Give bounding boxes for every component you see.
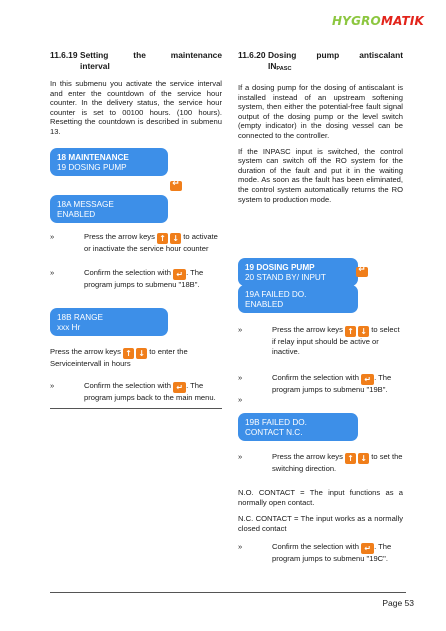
nc-contact-description: N.C. CONTACT = The input works as a normally closed contact — [238, 514, 403, 533]
section-number: 11.6.19 — [50, 50, 78, 60]
section-title-in: IN — [268, 60, 277, 71]
arrow-up-key-icon: ↑ — [123, 348, 134, 359]
screen-line-2: ENABLED — [245, 300, 284, 309]
display-screen-18 — [50, 148, 168, 176]
section-title: Dosing pump antiscalant — [268, 50, 403, 60]
bullet-mark: » — [50, 381, 55, 390]
footer-divider — [50, 592, 406, 593]
section-heading-right — [238, 50, 403, 61]
section-heading-left — [50, 50, 222, 61]
screen-line-2: ENABLED — [57, 210, 96, 219]
screen-line-1: 19 DOSING PUMP — [245, 263, 315, 272]
instruction-bullet — [238, 542, 403, 564]
arrow-up-key-icon: ↑ — [157, 233, 168, 244]
bullet-text-pre: Confirm the selection with — [84, 381, 171, 390]
para-text-post: to enter the Serviceintervall in hours — [50, 347, 188, 368]
instruction-bullet — [50, 381, 222, 403]
instruction-bullet — [238, 452, 403, 474]
screen-line-2: 20 STAND BY/ INPUT — [245, 273, 326, 282]
bullet-mark: » — [238, 373, 243, 382]
enter-key-icon: ↵ — [173, 382, 186, 393]
bullet-mark: » — [238, 452, 243, 461]
bullet-text-pre: Press the arrow keys — [84, 232, 155, 241]
display-screen-19b — [238, 413, 358, 441]
para-text-pre: Press the arrow keys — [50, 347, 121, 356]
logo-part-matik: MATIK — [380, 14, 424, 28]
instruction-bullet — [50, 232, 222, 254]
screen-line-2: 19 DOSING PUMP — [57, 163, 127, 172]
right-column — [238, 50, 403, 204]
bullet-text-post: . The program jumps to submenu "19B". — [272, 373, 392, 394]
arrow-keys-paragraph — [50, 347, 222, 369]
intro-paragraph: In this submenu you activate the service interval and enter the countdown of the service hour counter. In the delivery status, the service hour counter is set to 00100 hours. (100 hours). Resetting the countdown is described in submenu 13. — [50, 79, 222, 136]
instruction-bullet — [238, 325, 403, 357]
bullet-mark: » — [50, 268, 55, 277]
instruction-bullet — [238, 373, 403, 395]
arrow-up-key-icon: ↑ — [345, 453, 356, 464]
section-number: 11.6.20 — [238, 50, 266, 60]
enter-key-icon — [356, 267, 368, 277]
display-screen-19 — [238, 258, 358, 286]
left-column — [50, 50, 222, 137]
bullet-text-post: to set the switching direction. — [272, 452, 403, 473]
screen-line-1: 19A FAILED DO. — [245, 290, 307, 299]
instruction-bullet — [50, 268, 222, 290]
section-title-line2 — [238, 61, 403, 75]
bullet-text-pre: Confirm the selection with — [272, 542, 359, 551]
bullet-text-pre: Press the arrow keys — [272, 452, 343, 461]
bullet-text-post: . The program jumps to submenu "18B". — [84, 268, 204, 289]
bullet-text-pre: Press the arrow keys — [272, 325, 343, 334]
bullet-mark: » — [238, 542, 243, 551]
arrow-down-key-icon: ↓ — [170, 233, 181, 244]
display-screen-19a — [238, 285, 358, 313]
enter-key-icon: ↵ — [173, 269, 186, 280]
arrow-down-key-icon: ↓ — [136, 348, 147, 359]
enter-key-icon — [170, 181, 182, 191]
enter-key-icon: ↵ — [361, 374, 374, 385]
screen-line-2: CONTACT N.C. — [245, 428, 303, 437]
bullet-mark: » — [238, 395, 243, 404]
page-number: Page 53 — [382, 598, 414, 608]
bullet-text-pre: Confirm the selection with — [272, 373, 359, 382]
enter-key-icon: ↵ — [361, 543, 374, 554]
bullet-text-post: . The program jumps to submenu "19C". — [272, 542, 392, 563]
section-title: Setting the maintenance — [80, 50, 222, 60]
inpasc-paragraph: If the INPASC input is switched, the control system can switch off the RO system for the duration of the fault and put it in the waiting mode. As soon as the fault has been eliminated, the control system automatically returns the RO system to production mode. — [238, 146, 403, 204]
bullet-mark: » — [238, 325, 243, 334]
arrow-up-key-icon: ↑ — [345, 326, 356, 337]
screen-line-1: 18 MAINTENANCE — [57, 153, 129, 162]
instruction-bullet-empty — [238, 395, 403, 405]
display-screen-18b — [50, 308, 168, 336]
section-divider — [50, 408, 222, 409]
section-title-subscript: PASC — [276, 65, 292, 72]
screen-line-1: 18B RANGE — [57, 313, 103, 322]
bullet-text-pre: Confirm the selection with — [84, 268, 171, 277]
display-screen-18a — [50, 195, 168, 223]
bullet-text-post: to activate or inactivate the service hour counter — [84, 232, 218, 253]
hygromatik-logo — [332, 14, 424, 28]
bullet-text-post: to select if relay input should be active or inactive. — [272, 325, 400, 356]
screen-line-1: 18A MESSAGE — [57, 200, 114, 209]
logo-part-hygro: HYGRO — [331, 14, 381, 28]
screen-line-1: 19B FAILED DO. — [245, 418, 307, 427]
arrow-down-key-icon: ↓ — [358, 453, 369, 464]
dosing-paragraph: If a dosing pump for the dosing of antiscalant is installed instead of an upstream softening system, then either the potential-free fault signal output of the dosing pump or the level switch (empty indicator) in the dosing vessel can be connected to the controller. — [238, 83, 403, 140]
bullet-mark: » — [50, 232, 55, 241]
no-contact-description: N.O. CONTACT = The input functions as a normally open contact. — [238, 488, 403, 507]
section-title-line2: interval — [80, 60, 110, 71]
bullet-text-post: . The program jumps back to the main menu. — [84, 381, 216, 402]
screen-line-2: xxx Hr — [57, 323, 81, 332]
arrow-down-key-icon: ↓ — [358, 326, 369, 337]
